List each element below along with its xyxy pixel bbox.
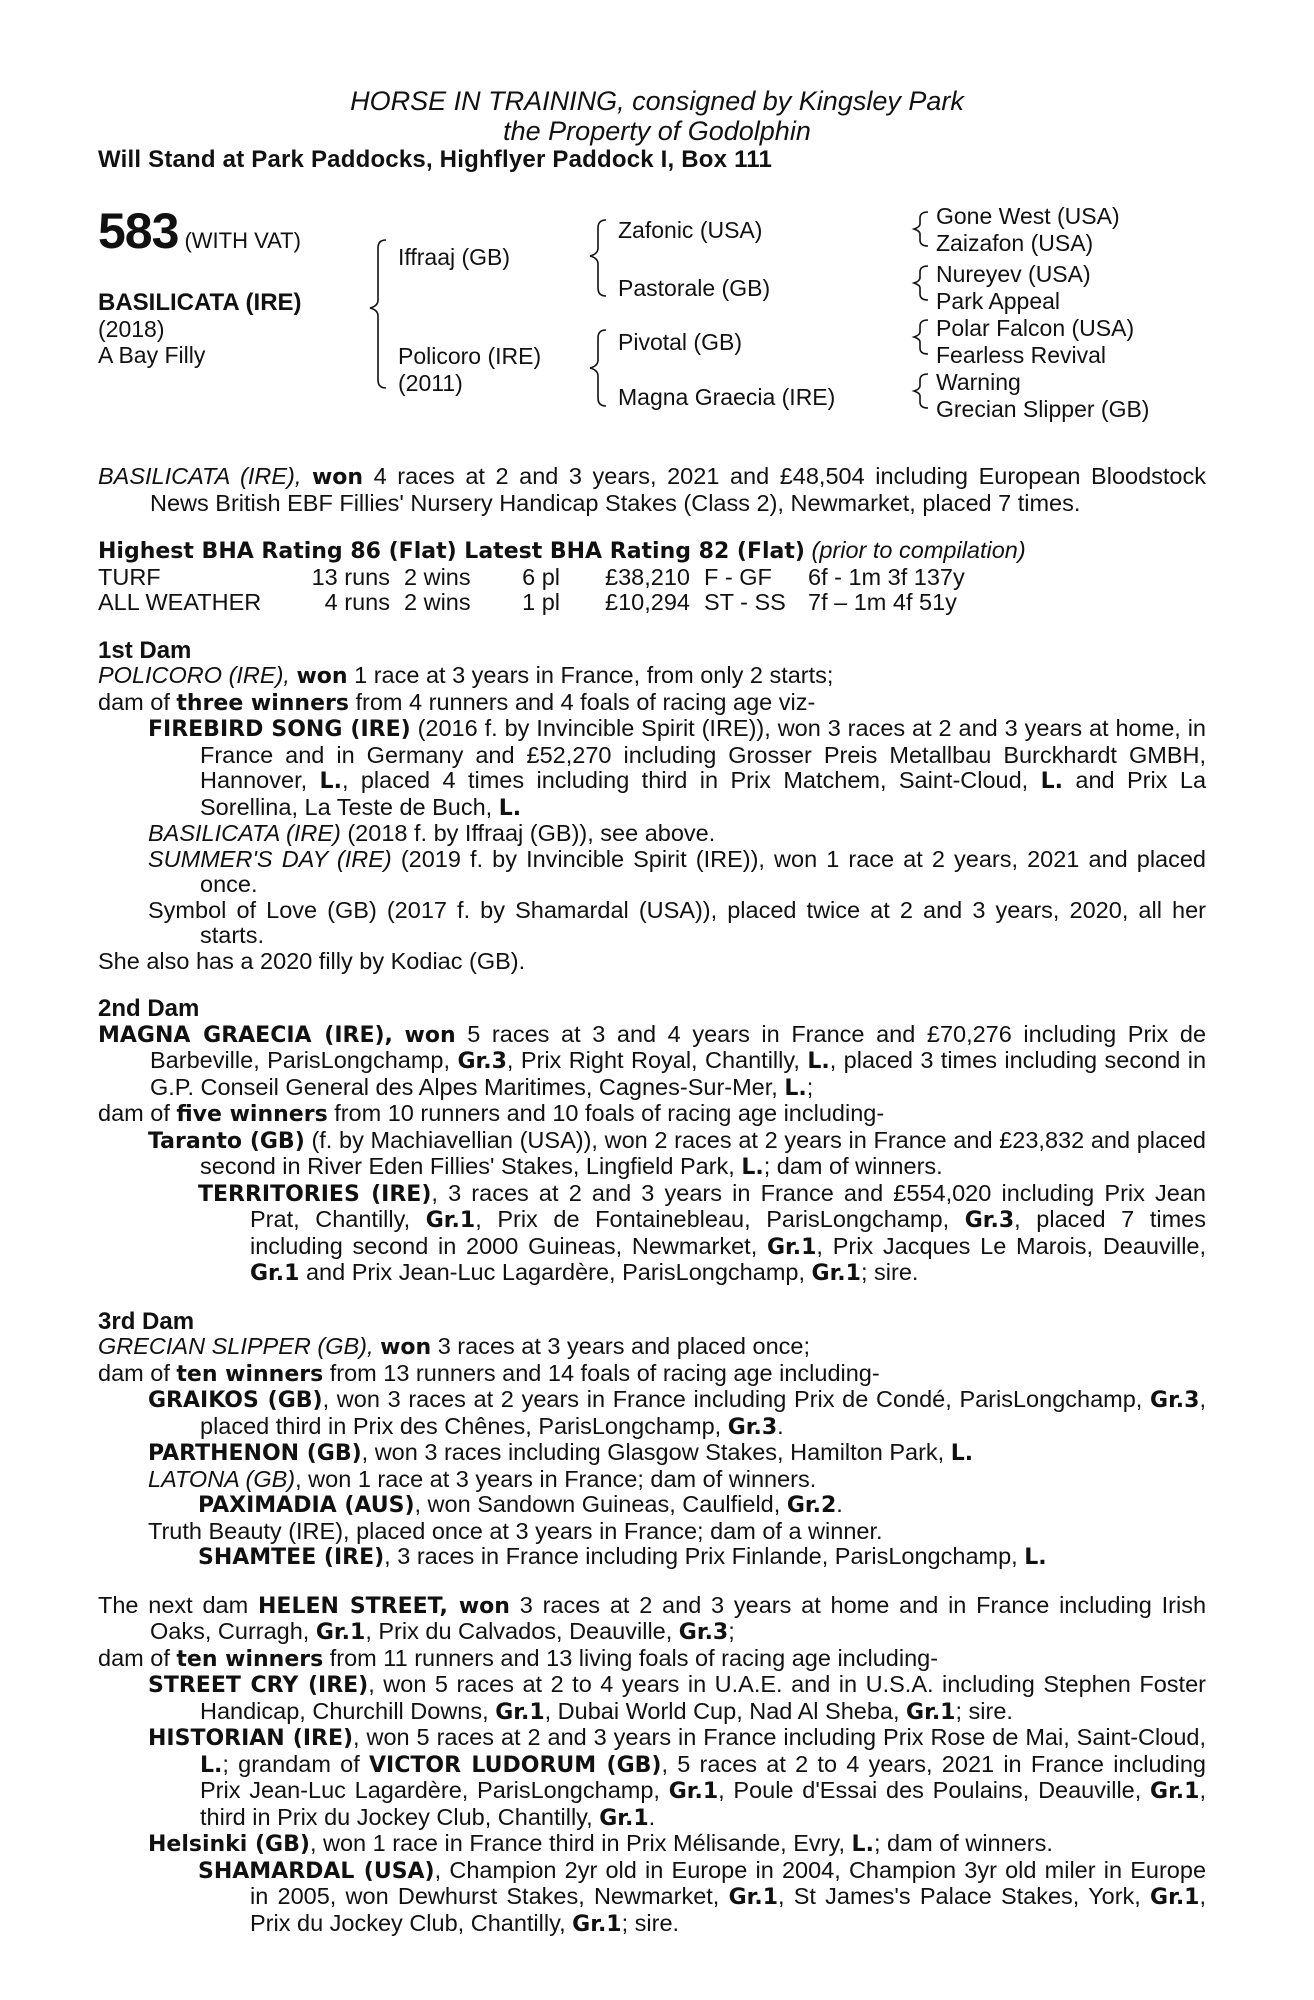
next-dam-produce-2: HISTORIAN (IRE), won 5 races at 2 and 3 years in France including Prix Rose de Mai, Saint-Cloud, L.; grandam of VICTOR LUDORUM (GB), 5 races at 2 to 4 years, 2021 in France including Prix Jean-Luc Lagardère, ParisLongchamp, Gr.1, Poule d'Essai des Poulains, Deauville, Gr.1, third in Prix du Jockey Club, Chantilly, Gr.1. — [148, 1724, 1207, 1831]
sire-dam-sire: Nureyev (USA) — [936, 261, 1091, 287]
sire-sire: Zafonic (USA) — [618, 217, 763, 243]
dam1-line1: POLICORO (IRE), won 1 race at 3 years in France, from only 2 starts; — [98, 662, 834, 689]
dam3-line2: dam of ten winners from 13 runners and 14 foals of racing age including- — [98, 1359, 880, 1387]
dam3-heading: 3rd Dam — [98, 1307, 195, 1335]
horse-description: A Bay Filly — [98, 342, 206, 368]
dam1-produce-5: She also has a 2020 filly by Kodiac (GB). — [98, 947, 526, 974]
consignor-line: HORSE IN TRAINING, consigned by Kingsley Park — [350, 86, 964, 116]
dam3-produce-6: SHAMTEE (IRE), 3 races in France including Prix Finlande, ParisLongchamp, L. — [198, 1543, 1047, 1570]
dam1-produce-3: SUMMER'S DAY (IRE) (2019 f. by Invincible Spirit (IRE)), won 1 race at 2 years, 2021 and placed once. — [148, 845, 1207, 897]
lot-number: 583 — [98, 203, 179, 259]
sire-sire-sire: Gone West (USA) — [936, 203, 1120, 229]
ratings-heading: Highest BHA Rating 86 (Flat) Latest BHA Rating 82 (Flat) (prior to compilation) — [98, 537, 1026, 564]
dam3-line1: GRECIAN SLIPPER (GB), won 3 races at 3 years and placed once; — [98, 1333, 811, 1360]
next-dam-line1: The next dam HELEN STREET, won 3 races at 2 and 3 years at home and in France including Irish Oaks, Curragh, Gr.1, Prix du Calvados, Deauville, Gr.3; — [98, 1591, 1207, 1645]
dam2-heading: 2nd Dam — [98, 995, 200, 1022]
next-dam-produce-1: STREET CRY (IRE), won 5 races at 2 to 4 years in U.A.E. and in U.S.A. including Stephen Foster Handicap, Churchill Downs, Gr.1, Dubai World Cup, Nad Al Sheba, Gr.1; sire. — [148, 1671, 1206, 1725]
sire-sire-dam: Zaizafon (USA) — [936, 230, 1094, 256]
dam3-produce-1: GRAIKOS (GB), won 3 races at 2 years in France including Prix de Condé, ParisLongchamp, Gr.3, placed third in Prix des Chênes, ParisLongchamp, Gr.3. — [148, 1386, 1206, 1440]
dam-dam-sire: Warning — [936, 369, 1021, 395]
dam2-line1: MAGNA GRAECIA (IRE), won 5 races at 3 and 4 years in France and £70,276 including Prix de Barbeville, ParisLongchamp, Gr.3, Prix Right Royal, Chantilly, L., placed 3 times including second in G.P. Conseil General des Alpes Maritimes, Cagnes-Sur-Mer, L.; — [98, 1020, 1207, 1101]
dam1-heading: 1st Dam — [98, 636, 192, 664]
dam-dam-dam: Grecian Slipper (GB) — [936, 396, 1150, 422]
race-summary: BASILICATA (IRE), won 4 races at 2 and 3 years, 2021 and £48,504 including European Bloodstock News British EBF Fillies' Nursery Handicap Stakes (Class 2), Newmarket, placed 7 times. — [98, 463, 1207, 516]
dam2-produce-1: Taranto (GB) (f. by Machiavellian (USA)), won 2 races at 2 years in France and £23,832 and placed second in River Eden Fillies' Stakes, Lingfield Park, L.; dam of winners. — [148, 1126, 1206, 1180]
vat-note: (WITH VAT) — [184, 228, 301, 253]
dam2-produce-2: TERRITORIES (IRE), 3 races at 2 and 3 years in France and £554,020 including Prix Jean Prat, Chantilly, Gr.1, Prix de Fontainebleau, ParisLongchamp, Gr.3, placed 7 times including second in 2000 Guineas, Newmarket, Gr.1, Prix Jacques Le Marois, Deauville, Gr.1 and Prix Jean-Luc Lagardère, ParisLongchamp, Gr.1; sire. — [198, 1179, 1207, 1286]
dam: Policoro (IRE) — [398, 343, 542, 369]
dam-sire-sire: Polar Falcon (USA) — [936, 315, 1135, 341]
dam-year: (2011) — [398, 370, 463, 396]
sire-dam: Pastorale (GB) — [618, 275, 771, 301]
next-dam-produce-3: Helsinki (GB), won 1 race in France third in Prix Mélisande, Evry, L.; dam of winners. — [148, 1830, 1053, 1857]
dam3-produce-2: PARTHENON (GB), won 3 races including Glasgow Stakes, Hamilton Park, L. — [148, 1439, 974, 1466]
horse-year: (2018) — [98, 316, 165, 342]
ratings-row-all-weather: ALL WEATHER 4 runs 2 wins 1 pl £10,294 ST - SS 7f – 1m 4f 51y — [98, 589, 957, 615]
dam1-produce-2: BASILICATA (IRE) (2018 f. by Iffraaj (GB)), see above. — [148, 820, 716, 846]
dam-dam: Magna Graecia (IRE) — [618, 384, 836, 410]
next-dam-line2: dam of ten winners from 11 runners and 13 living foals of racing age including- — [98, 1644, 939, 1672]
dam-sire: Pivotal (GB) — [618, 329, 742, 355]
horse-name: BASILICATA (IRE) — [98, 289, 302, 316]
sire-dam-dam: Park Appeal — [936, 288, 1061, 314]
dam1-produce-1: FIREBIRD SONG (IRE) (2016 f. by Invincible Spirit (IRE)), won 3 races at 2 and 3 years at home, in France and in Germany and £52,270 including Grosser Preis Metallbau Burckhardt GMBH, Hannover, L., placed 4 times including third in Prix Matchem, Saint-Cloud, L. and Prix La Sorellina, La Teste de Buch, L. — [148, 715, 1207, 821]
dam3-produce-4: PAXIMADIA (AUS), won Sandown Guineas, Caulfield, Gr.2. — [198, 1491, 843, 1518]
dam2-line2: dam of five winners from 10 runners and 10 foals of racing age including- — [98, 1100, 885, 1127]
dam-sire-dam: Fearless Revival — [936, 342, 1106, 368]
stand-location: Will Stand at Park Paddocks, Highflyer Paddock I, Box 111 — [98, 146, 773, 173]
ratings-row-turf: TURF 13 runs 2 wins 6 pl £38,210 F - GF 6f - 1m 3f 137y — [98, 563, 965, 590]
dam1-line2: dam of three winners from 4 runners and 4 foals of racing age viz- — [98, 688, 816, 716]
dam3-produce-5: Truth Beauty (IRE), placed once at 3 years in France; dam of a winner. — [148, 1517, 883, 1544]
property-line: the Property of Godolphin — [503, 116, 811, 146]
sire: Iffraaj (GB) — [398, 244, 511, 270]
catalogue-text — [98, 464, 1206, 1937]
dam1-produce-4: Symbol of Love (GB) (2017 f. by Shamardal (USA)), placed twice at 2 and 3 years, 2020, all her starts. — [148, 896, 1206, 948]
next-dam-produce-4: SHAMARDAL (USA), Champion 2yr old in Europe in 2004, Champion 3yr old miler in Europe in 2005, won Dewhurst Stakes, Newmarket, Gr.1, St James's Palace Stakes, York, Gr.1, Prix du Jockey Club, Chantilly, Gr.1; sire. — [198, 1856, 1207, 1937]
dam3-produce-3: LATONA (GB), won 1 race at 3 years in France; dam of winners. — [148, 1465, 817, 1492]
